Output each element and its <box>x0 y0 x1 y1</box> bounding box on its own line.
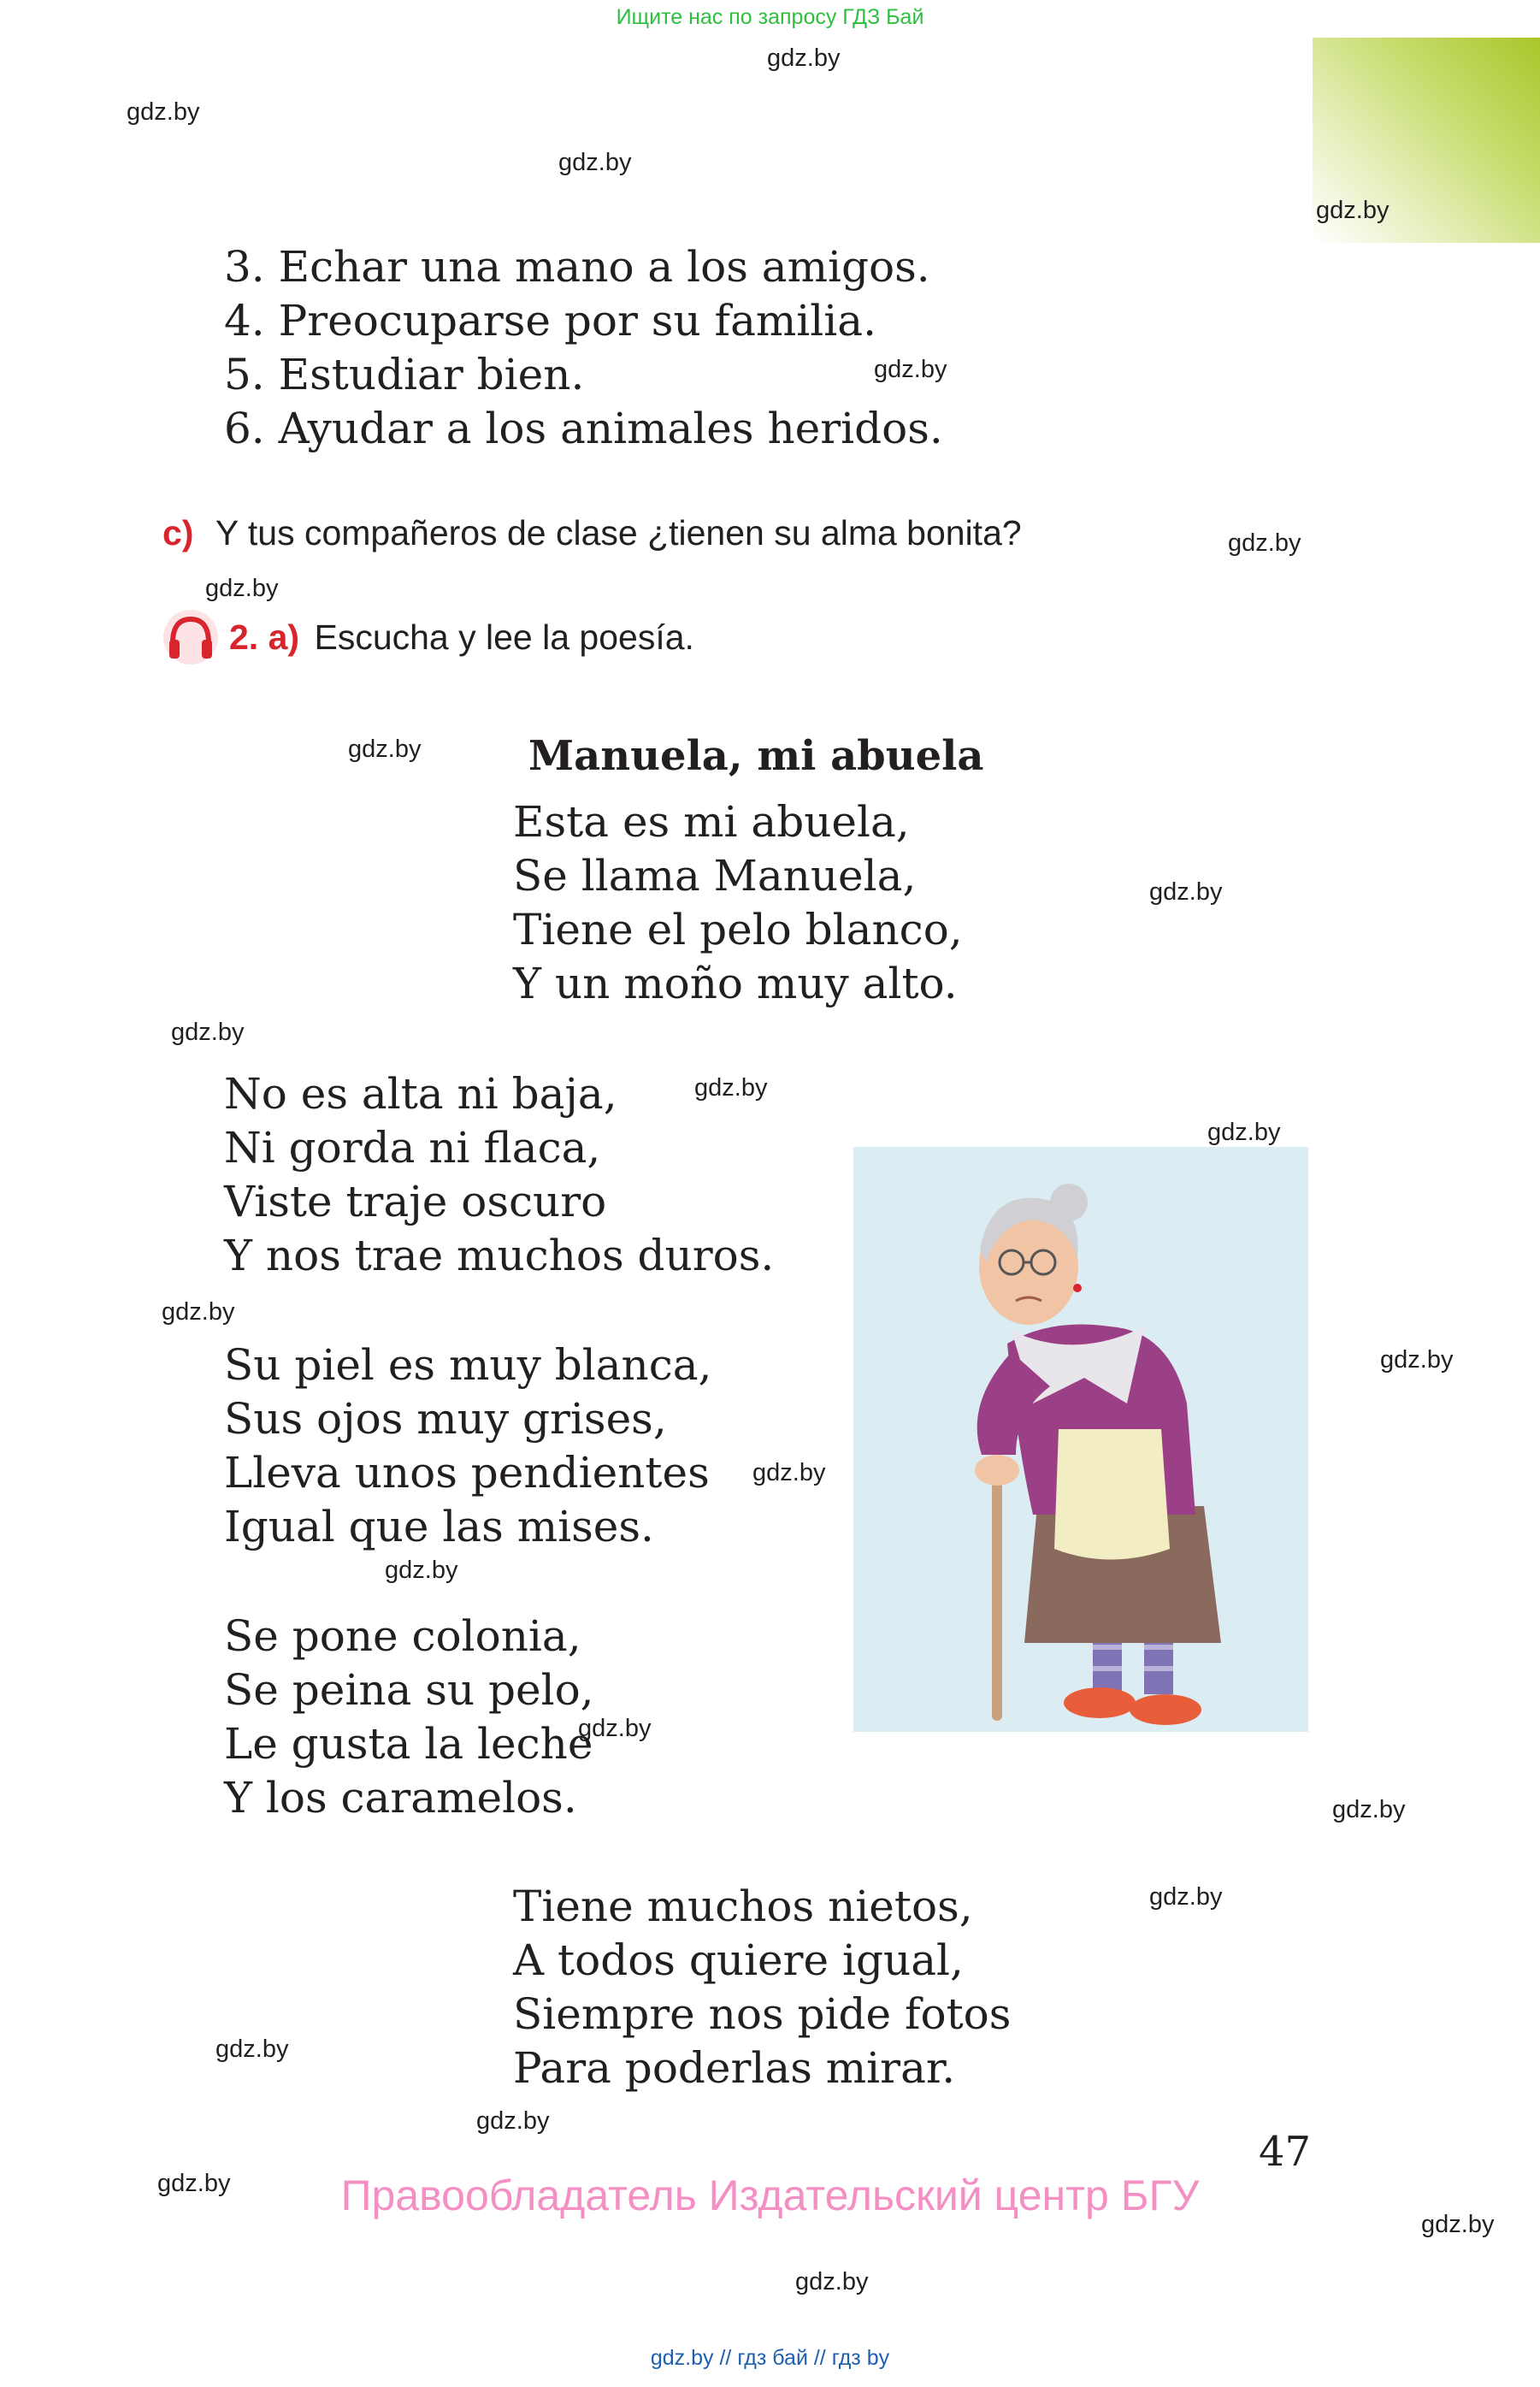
watermark: gdz.by <box>578 1715 652 1742</box>
watermark: gdz.by <box>205 575 279 602</box>
poem-title: Manuela, mi abuela <box>528 732 984 780</box>
watermark: gdz.by <box>127 98 200 126</box>
poem-line: A todos quiere igual, <box>513 1935 964 1985</box>
list-item: 6. Ayudar a los animales heridos. <box>224 404 943 453</box>
poem-line: Se llama Manuela, <box>513 851 917 901</box>
watermark: gdz.by <box>157 2170 231 2197</box>
poem-line: Y un moño muy alto. <box>513 959 958 1008</box>
poem-line: Para poderlas mirar. <box>513 2043 956 2093</box>
watermark: gdz.by <box>1380 1346 1454 1374</box>
poem-line: Ni gorda ni flaca, <box>224 1123 601 1173</box>
poem-line: Y los caramelos. <box>224 1773 577 1823</box>
grandmother-illustration <box>853 1147 1308 1732</box>
list-item: 4. Preocuparse por su familia. <box>224 296 876 346</box>
headphones-icon <box>162 609 219 665</box>
poem-line: Sus ojos muy grises, <box>224 1394 667 1444</box>
watermark: gdz.by <box>162 1298 235 1326</box>
poem-line: No es alta ni baja, <box>224 1069 617 1119</box>
watermark: gdz.by <box>1332 1796 1406 1823</box>
watermark: gdz.by <box>215 2035 289 2063</box>
watermark: gdz.by <box>385 1557 458 1584</box>
task-c <box>162 513 1022 553</box>
poem-line: Tiene el pelo blanco, <box>513 905 963 954</box>
poem-line: Y nos trae muchos duros. <box>224 1231 775 1280</box>
poem-line: Le gusta la leche <box>224 1719 593 1769</box>
poem-line: Viste traje oscuro <box>224 1177 607 1226</box>
list-item: 5. Estudiar bien. <box>224 350 585 399</box>
footer-links[interactable]: gdz.by // гдз бай // гдз by <box>650 2346 890 2370</box>
watermark: gdz.by <box>694 1074 768 1102</box>
watermark: gdz.by <box>476 2107 550 2135</box>
task-2 <box>229 617 694 658</box>
watermark: gdz.by <box>1421 2211 1495 2238</box>
watermark: gdz.by <box>795 2268 869 2295</box>
watermark: gdz.by <box>558 149 632 176</box>
search-note[interactable]: Ищите нас по запросу ГДЗ Бай <box>616 5 924 29</box>
poem-line: Tiene muchos nietos, <box>513 1882 973 1931</box>
watermark: gdz.by <box>1149 878 1223 906</box>
watermark: gdz.by <box>767 44 841 72</box>
watermark: gdz.by <box>1207 1119 1281 1146</box>
poem-line: Lleva unos pendientes <box>224 1448 710 1498</box>
poem-line: Esta es mi abuela, <box>513 797 910 847</box>
list-item: 3. Echar una mano a los amigos. <box>224 242 930 292</box>
task-2-text: Escucha y lee la poesía. <box>314 617 694 657</box>
copyright-credit: Правообладатель Издательский центр БГУ <box>340 2171 1200 2219</box>
watermark: gdz.by <box>1149 1883 1223 1911</box>
poem-line: Siempre nos pide fotos <box>513 1989 1012 2039</box>
watermark: gdz.by <box>874 356 947 383</box>
poem-line: Su piel es muy blanca, <box>224 1340 712 1390</box>
poem-line: Se peina su pelo, <box>224 1665 594 1715</box>
page-number: 47 <box>1259 2128 1312 2176</box>
watermark: gdz.by <box>1316 197 1390 224</box>
poem-line: Igual que las mises. <box>224 1502 654 1551</box>
watermark: gdz.by <box>171 1019 245 1046</box>
task-2-number: 2. <box>229 617 259 657</box>
poem-line: Se pone colonia, <box>224 1611 581 1661</box>
task-c-label: c) <box>162 513 194 552</box>
watermark: gdz.by <box>1228 529 1301 557</box>
watermark: gdz.by <box>348 736 422 763</box>
task-2-label: a) <box>268 617 300 657</box>
task-c-text: Y tus compañeros de clase ¿tienen su alma bonita? <box>215 513 1022 552</box>
watermark: gdz.by <box>752 1459 826 1486</box>
